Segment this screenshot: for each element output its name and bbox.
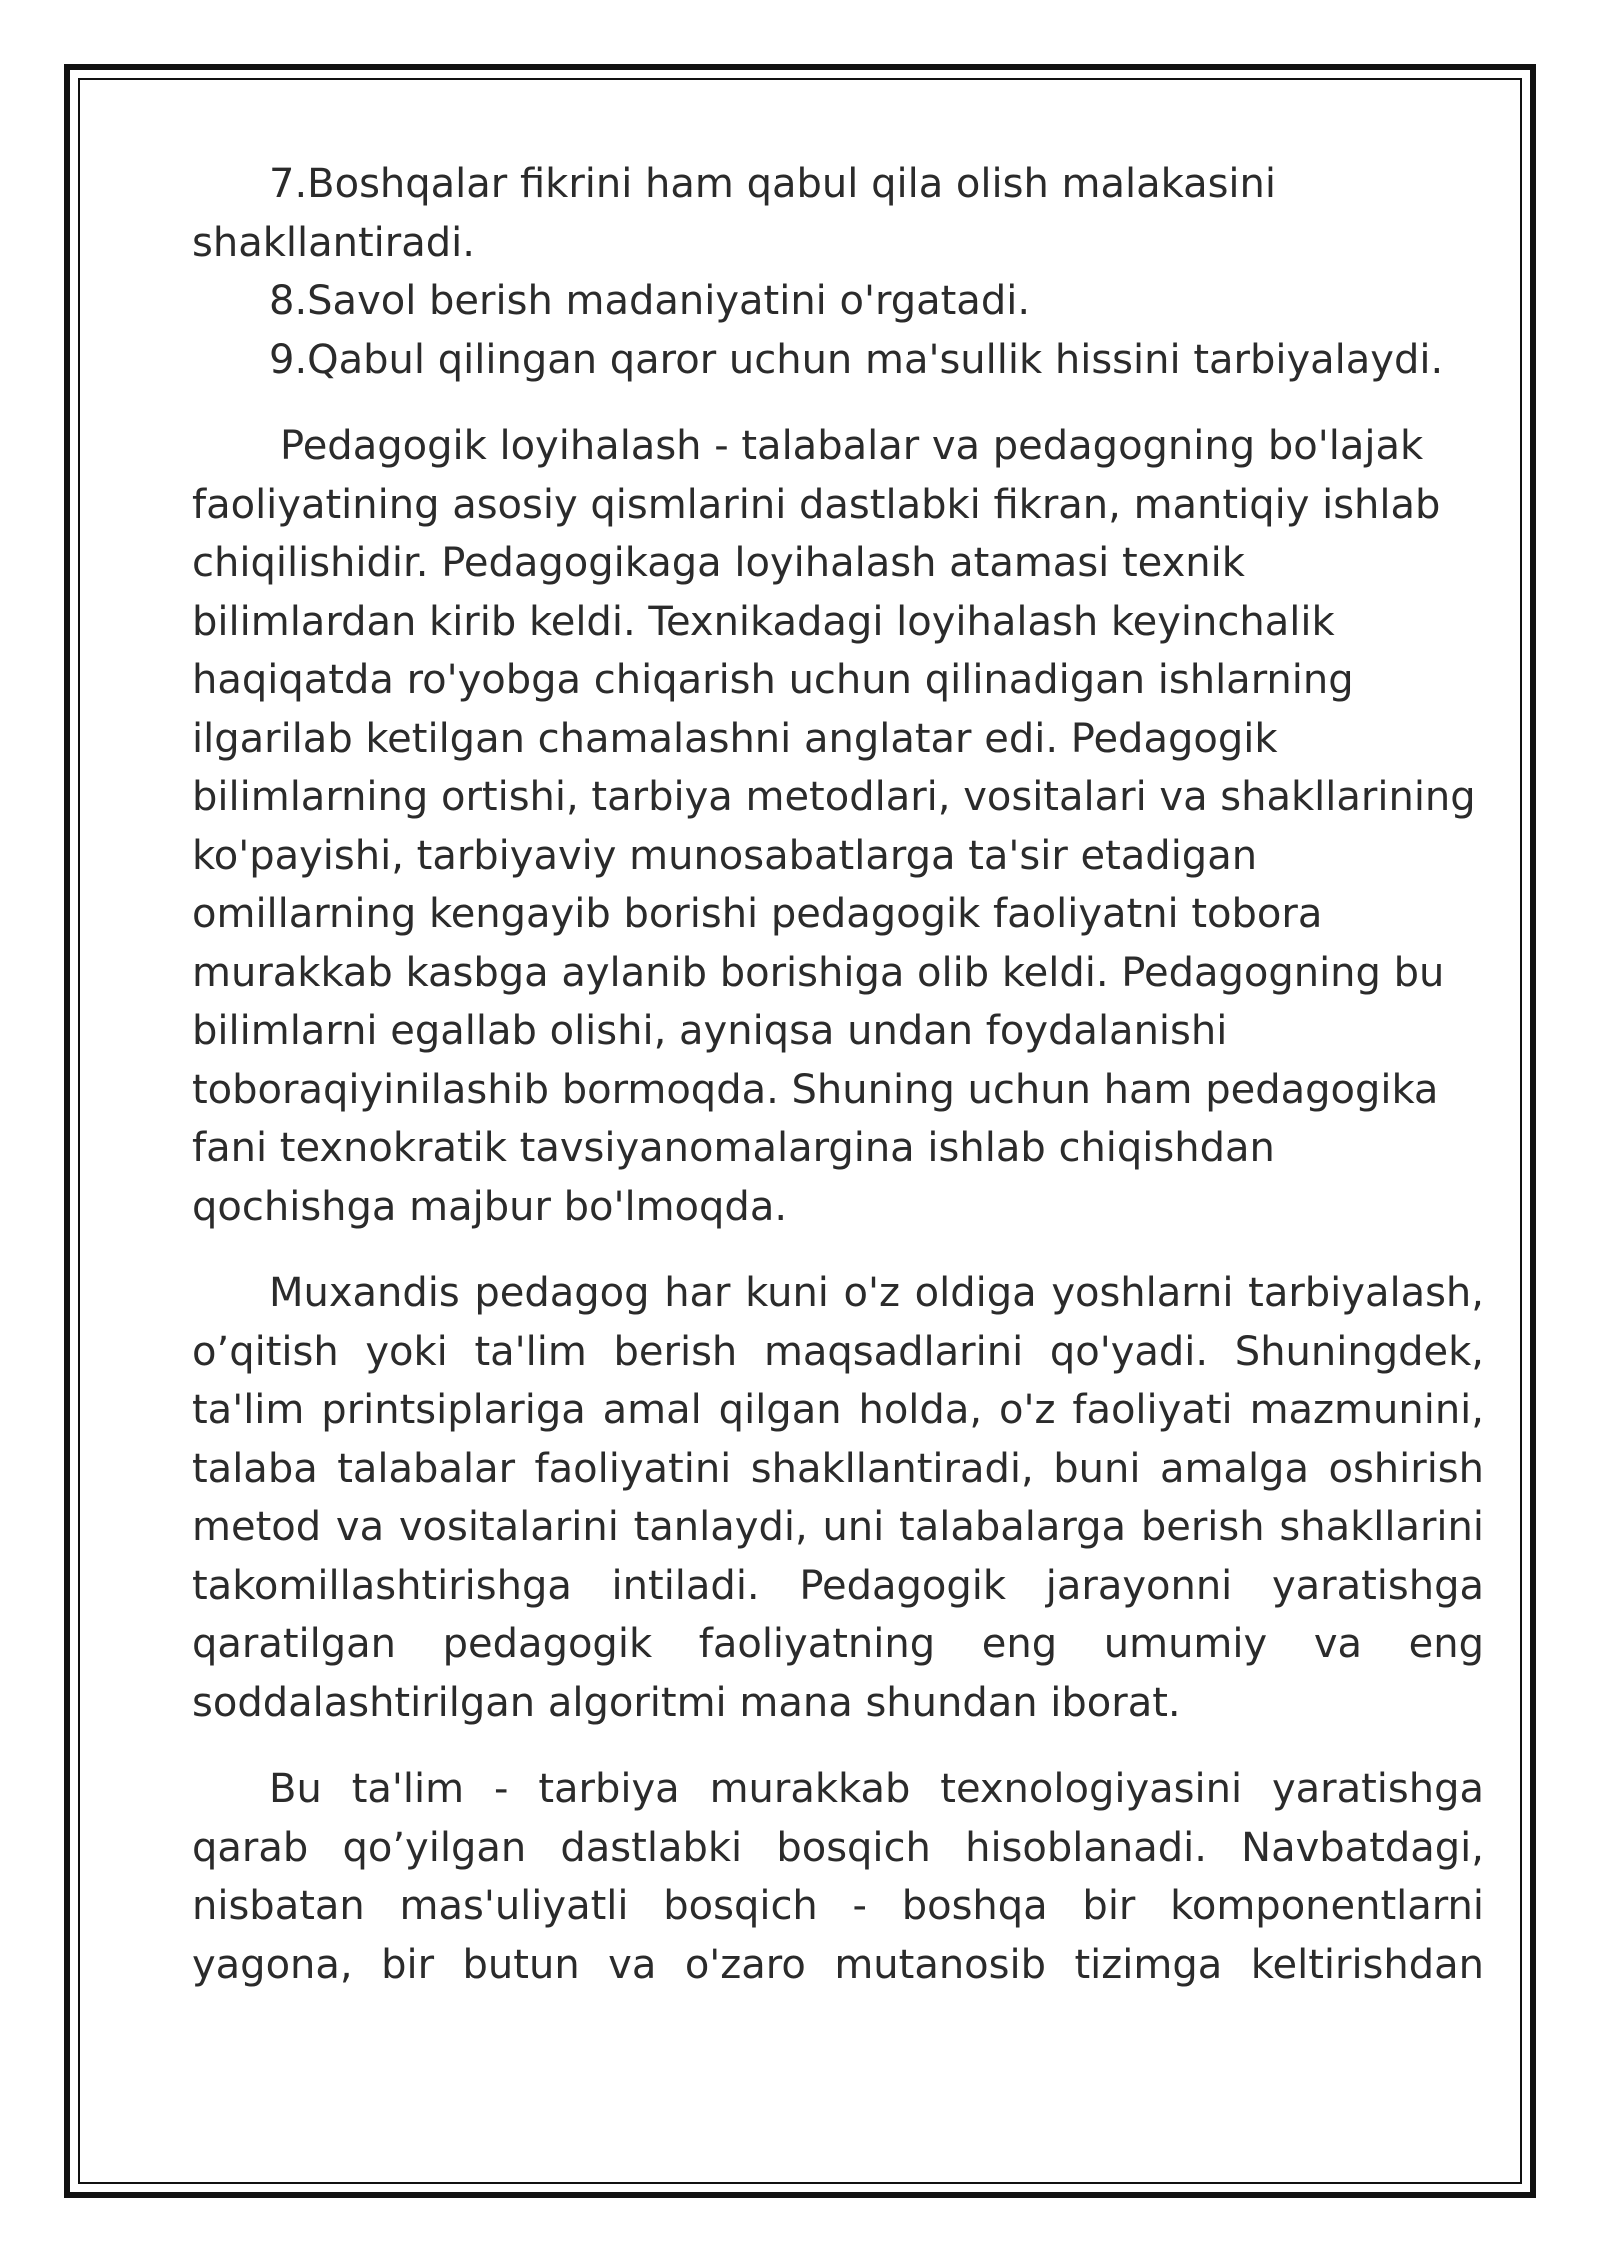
paragraph-2-line: metod va vositalarini tanlaydi, uni talabalarga berish shakllarini [192,1504,1484,1550]
paragraph-1-line: bilimlarni egallab olishi, ayniqsa undan foydalanishi [192,1008,1228,1054]
list-item-9: 9.Qabul qilingan qaror uchun ma'sullik hissini tarbiyalaydi. [269,336,1444,383]
paragraph-2-line: Muxandis pedagog har kuni o'z oldiga yoshlarni tarbiyalash, [269,1270,1484,1316]
paragraph-1 [192,417,1484,1236]
paragraph-2-line: takomillashtirishga intiladi. Pedagogik jarayonni yaratishga [192,1562,1484,1609]
paragraph-2-line: o’qitish yoki ta'lim berish maqsadlarini qo'yadi. Shuningdek, [192,1328,1484,1375]
paragraph-1-line: murakkab kasbga aylanib borishiga olib keldi. Pedagogning bu [192,949,1445,996]
paragraph-1-line: haqiqatda ro'yobga chiqarish uchun qilinadigan ishlarning [192,657,1354,703]
paragraph-3 [192,1760,1484,1994]
list-item-7: 7.Boshqalar fikrini ham qabul qila olish malakasini [269,161,1277,207]
paragraph-3-line: Bu ta'lim - tarbiya murakkab texnologiyasini yaratishga [269,1766,1484,1812]
paragraph-1-line: fani texnokratik tavsiyanomalargina ishlab chiqishdan [192,1125,1275,1171]
list-item-8: 8.Savol berish madaniyatini o'rgatadi. [269,278,1031,324]
paragraph-1-line: Pedagogik loyihalash - talabalar va pedagogning bo'lajak [280,423,1424,469]
paragraph-2 [192,1264,1484,1732]
paragraph-3-line: qarab qo’yilgan dastlabki bosqich hisoblanadi. Navbatdagi, [192,1824,1484,1871]
paragraph-1-line: omillarning kengayib borishi pedagogik faoliyatni tobora [192,891,1323,937]
paragraph-2-line: talaba talabalar faoliyatini shakllantiradi, buni amalga oshirish [192,1445,1484,1492]
list-item-7-continuation: shakllantiradi. [192,219,475,266]
paragraph-1-line: toboraqiyinilashib bormoqda. Shuning uchun ham pedagogika [192,1066,1439,1113]
paragraph-1-line: ko'payishi, tarbiyaviy munosabatlarga ta'sir etadigan [192,832,1258,879]
paragraph-3-line: yagona, bir butun va o'zaro mutanosib tizimga keltirishdan [192,1941,1484,1988]
paragraph-1-line: chiqilishidir. Pedagogikaga loyihalash atamasi texnik [192,540,1245,586]
paragraph-2-line: soddalashtirilgan algoritmi mana shundan iborat. [192,1679,1181,1726]
paragraph-1-line: bilimlardan kirib keldi. Texnikadagi loyihalash keyinchalik [192,598,1335,645]
paragraph-1-line: qochishga majbur bo'lmoqda. [192,1183,788,1230]
paragraph-1-line: ilgarilab ketilgan chamalashni anglatar edi. Pedagogik [192,715,1278,762]
paragraph-2-line: qaratilgan pedagogik faoliyatning eng umumiy va eng [192,1621,1484,1667]
page-content [192,155,1484,1994]
paragraph-2-line: ta'lim printsiplariga amal qilgan holda, o'z faoliyati mazmunini, [192,1387,1484,1433]
paragraph-1-line: bilimlarning ortishi, tarbiya metodlari, vositalari va shakllarining [192,774,1476,820]
paragraph-1-line: faoliyatining asosiy qismlarini dastlabki fikran, mantiqiy ishlab [192,481,1441,528]
paragraph-3-line: nisbatan mas'uliyatli bosqich - boshqa bir komponentlarni [192,1883,1484,1929]
